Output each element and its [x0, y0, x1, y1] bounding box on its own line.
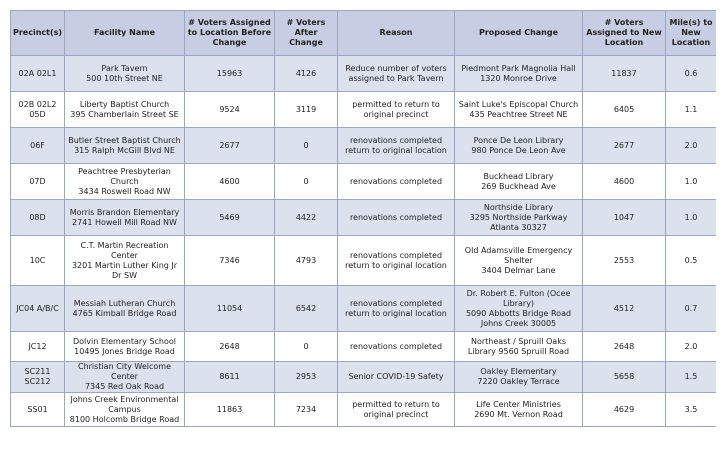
cell-precinct: JC12	[11, 332, 65, 362]
cell-reason: renovations completed	[338, 200, 455, 236]
cell-miles: 1.1	[666, 92, 717, 128]
cell-miles: 0.6	[666, 56, 717, 92]
cell-voters-after: 2953	[275, 362, 338, 393]
cell-voters-before: 2648	[185, 332, 275, 362]
cell-facility: C.T. Martin Recreation Center 3201 Martin Luther King Jr Dr SW	[65, 236, 185, 286]
cell-facility: Christian City Welcome Center 7345 Red Oak Road	[65, 362, 185, 393]
cell-voters-before: 9524	[185, 92, 275, 128]
cell-precinct: 10C	[11, 236, 65, 286]
cell-voters-after: 6542	[275, 286, 338, 332]
cell-voters-before: 5469	[185, 200, 275, 236]
cell-voters-before: 4600	[185, 164, 275, 200]
cell-reason: renovations completed	[338, 332, 455, 362]
cell-reason: renovations completed return to original location	[338, 286, 455, 332]
header-row	[11, 11, 717, 56]
cell-voters-after: 4422	[275, 200, 338, 236]
cell-voters-before: 8611	[185, 362, 275, 393]
cell-precinct: SS01	[11, 393, 65, 427]
precinct-changes-table-container	[10, 10, 716, 444]
cell-voters-new: 2648	[583, 332, 666, 362]
table-row	[11, 56, 717, 92]
cell-precinct: JC04 A/B/C	[11, 286, 65, 332]
cell-voters-new: 2553	[583, 236, 666, 286]
cell-precinct: 02A 02L1	[11, 56, 65, 92]
cell-proposed-change: Northeast / Spruill Oaks Library 9560 Spruill Road	[455, 332, 583, 362]
cell-reason: renovations completed	[338, 164, 455, 200]
cell-proposed-change: Ponce De Leon Library 980 Ponce De Leon Ave	[455, 128, 583, 164]
cell-precinct: 02B 02L2 05D	[11, 92, 65, 128]
cell-facility: Johns Creek Environmental Campus 8100 Holcomb Bridge Road	[65, 393, 185, 427]
cell-miles: 2.0	[666, 128, 717, 164]
table-row	[11, 393, 717, 427]
cell-reason: permitted to return to original precinct	[338, 92, 455, 128]
cell-proposed-change: Saint Luke's Episcopal Church 435 Peachtree Street NE	[455, 92, 583, 128]
cell-voters-before: 2677	[185, 128, 275, 164]
cell-reason: Reduce number of voters assigned to Park Tavern	[338, 56, 455, 92]
table-body	[11, 56, 717, 427]
cell-precinct: SC211 SC212	[11, 362, 65, 393]
cell-precinct: 06F	[11, 128, 65, 164]
cell-voters-new: 4512	[583, 286, 666, 332]
cell-voters-new: 1047	[583, 200, 666, 236]
cell-facility: Liberty Baptist Church 395 Chamberlain Street SE	[65, 92, 185, 128]
cell-miles: 0.5	[666, 236, 717, 286]
cell-facility: Dolvin Elementary School 10495 Jones Bridge Road	[65, 332, 185, 362]
cell-facility: Park Tavern 500 10th Street NE	[65, 56, 185, 92]
cell-voters-after: 4126	[275, 56, 338, 92]
cell-proposed-change: Northside Library 3295 Northside Parkway Atlanta 30327	[455, 200, 583, 236]
cell-voters-before: 15963	[185, 56, 275, 92]
cell-reason: renovations completed return to original location	[338, 128, 455, 164]
cell-voters-after: 3119	[275, 92, 338, 128]
header-voters-new: # Voters Assigned to New Location	[583, 11, 666, 56]
header-precinct: Precinct(s)	[11, 11, 65, 56]
header-miles: Mile(s) to New Location	[666, 11, 717, 56]
cell-proposed-change: Life Center Ministries 2690 Mt. Vernon Road	[455, 393, 583, 427]
cell-miles: 3.5	[666, 393, 717, 427]
table-row	[11, 332, 717, 362]
cell-voters-after: 0	[275, 332, 338, 362]
cell-voters-new: 5658	[583, 362, 666, 393]
table-row	[11, 200, 717, 236]
cell-miles: 2.0	[666, 332, 717, 362]
header-reason: Reason	[338, 11, 455, 56]
cell-precinct: 07D	[11, 164, 65, 200]
cell-reason: renovations completed return to original location	[338, 236, 455, 286]
cell-facility: Morris Brandon Elementary 2741 Howell Mill Road NW	[65, 200, 185, 236]
cell-miles: 1.0	[666, 164, 717, 200]
cell-reason: Senior COVID-19 Safety	[338, 362, 455, 393]
table-row	[11, 164, 717, 200]
table-row	[11, 128, 717, 164]
cell-voters-after: 0	[275, 164, 338, 200]
cell-voters-new: 2677	[583, 128, 666, 164]
table-row	[11, 286, 717, 332]
table-row	[11, 362, 717, 393]
header-facility: Facility Name	[65, 11, 185, 56]
table-row	[11, 92, 717, 128]
cell-facility: Messiah Lutheran Church 4765 Kimball Bridge Road	[65, 286, 185, 332]
cell-voters-new: 4629	[583, 393, 666, 427]
cell-voters-before: 11054	[185, 286, 275, 332]
header-proposed-change: Proposed Change	[455, 11, 583, 56]
cell-voters-after: 0	[275, 128, 338, 164]
cell-miles: 1.0	[666, 200, 717, 236]
cell-proposed-change: Dr. Robert E. Fulton (Ocee Library) 5090 Abbotts Bridge Road Johns Creek 30005	[455, 286, 583, 332]
cell-proposed-change: Old Adamsville Emergency Shelter 3404 Delmar Lane	[455, 236, 583, 286]
cell-facility: Peachtree Presbyterian Church 3434 Roswell Road NW	[65, 164, 185, 200]
cell-proposed-change: Oakley Elementary 7220 Oakley Terrace	[455, 362, 583, 393]
header-voters-before: # Voters Assigned to Location Before Change	[185, 11, 275, 56]
cell-voters-before: 11863	[185, 393, 275, 427]
cell-miles: 0.7	[666, 286, 717, 332]
cell-voters-after: 4793	[275, 236, 338, 286]
cell-proposed-change: Buckhead Library 269 Buckhead Ave	[455, 164, 583, 200]
header-voters-after: # Voters After Change	[275, 11, 338, 56]
cell-voters-new: 4600	[583, 164, 666, 200]
cell-voters-after: 7234	[275, 393, 338, 427]
cell-precinct: 08D	[11, 200, 65, 236]
cell-reason: permitted to return to original precinct	[338, 393, 455, 427]
table-row	[11, 236, 717, 286]
cell-miles: 1.5	[666, 362, 717, 393]
cell-voters-new: 6405	[583, 92, 666, 128]
precinct-changes-table	[10, 10, 716, 427]
cell-voters-new: 11837	[583, 56, 666, 92]
cell-proposed-change: Piedmont Park Magnolia Hall 1320 Monroe Drive	[455, 56, 583, 92]
cell-facility: Butler Street Baptist Church 315 Ralph McGill Blvd NE	[65, 128, 185, 164]
cell-voters-before: 7346	[185, 236, 275, 286]
